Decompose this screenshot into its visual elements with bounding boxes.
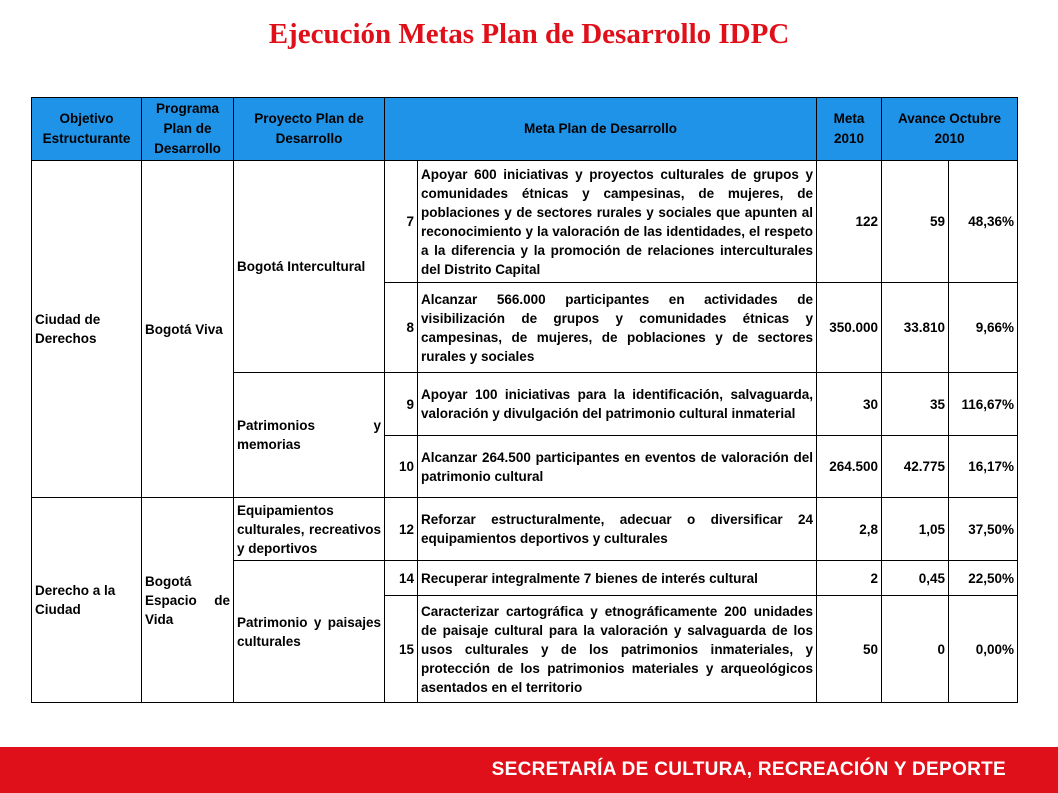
meta-number: 14 [385, 561, 418, 596]
programa-cell: Bogotá Espacio de Vida [142, 498, 234, 703]
avance-value: 59 [882, 161, 949, 283]
meta-number: 9 [385, 373, 418, 436]
header-proyecto: Proyecto Plan de Desarrollo [234, 98, 385, 161]
meta-description: Reforzar estructuralmente, adecuar o diversificar 24 equipamientos deportivos y culturales [418, 498, 817, 561]
header-programa: Programa Plan de Desarrollo [142, 98, 234, 161]
avance-percent: 48,36% [949, 161, 1018, 283]
table-row [32, 161, 1018, 283]
meta-description: Recuperar integralmente 7 bienes de interés cultural [418, 561, 817, 596]
table-row [32, 498, 1018, 561]
avance-percent: 37,50% [949, 498, 1018, 561]
meta-description: Apoyar 600 iniciativas y proyectos culturales de grupos y comunidades étnicas y campesinas, de mujeres, de poblaciones y de sectores rurales y sociales que apunten al reconocimiento y la valoración de las identidades, el respeto a la diferencia y la promoción de relaciones interculturales del Distrito Capital [418, 161, 817, 283]
meta-number: 10 [385, 436, 418, 498]
meta-description: Caracterizar cartográfica y etnográficamente 200 unidades de paisaje cultural para la valoración y salvaguarda de los usos culturales y de los patrimonios inmateriales, y protección de los patrimonios materiales y arqueológicos asentados en el territorio [418, 596, 817, 703]
meta-2010-value: 2,8 [817, 498, 882, 561]
avance-percent: 22,50% [949, 561, 1018, 596]
header-objetivo: Objetivo Estructurante [32, 98, 142, 161]
avance-percent: 116,67% [949, 373, 1018, 436]
meta-number: 7 [385, 161, 418, 283]
footer-bar [0, 747, 1058, 793]
meta-2010-value: 350.000 [817, 283, 882, 373]
meta-description: Apoyar 100 iniciativas para la identificación, salvaguarda, valoración y divulgación del patrimonio cultural inmaterial [418, 373, 817, 436]
header-row [32, 98, 1018, 161]
avance-percent: 16,17% [949, 436, 1018, 498]
meta-description: Alcanzar 566.000 participantes en actividades de visibilización de grupos y comunidades étnicas y campesinas, de mujeres, de poblaciones y de sectores rurales y sociales [418, 283, 817, 373]
avance-percent: 9,66% [949, 283, 1018, 373]
meta-2010-value: 50 [817, 596, 882, 703]
programa-cell: Bogotá Viva [142, 161, 234, 498]
header-meta-plan: Meta Plan de Desarrollo [385, 98, 817, 161]
goals-table [31, 97, 1018, 703]
meta-2010-value: 264.500 [817, 436, 882, 498]
meta-number: 12 [385, 498, 418, 561]
proyecto-cell: Patrimonio y paisajes culturales [234, 561, 385, 703]
objetivo-cell: Ciudad de Derechos [32, 161, 142, 498]
avance-value: 0 [882, 596, 949, 703]
avance-value: 33.810 [882, 283, 949, 373]
header-avance: Avance Octubre 2010 [882, 98, 1018, 161]
proyecto-cell: Patrimonios y memorias [234, 373, 385, 498]
proyecto-cell: Bogotá Intercultural [234, 161, 385, 373]
page-title: Ejecución Metas Plan de Desarrollo IDPC [268, 18, 790, 50]
proyecto-cell-label: Equipamientos culturales, recreativos y deportivos [237, 502, 381, 556]
meta-number: 15 [385, 596, 418, 703]
meta-number: 8 [385, 283, 418, 373]
header-meta-2010: Meta 2010 [817, 98, 882, 161]
objetivo-cell: Derecho a la Ciudad [32, 498, 142, 703]
avance-percent: 0,00% [949, 596, 1018, 703]
avance-value: 42.775 [882, 436, 949, 498]
meta-2010-value: 2 [817, 561, 882, 596]
avance-value: 0,45 [882, 561, 949, 596]
meta-2010-value: 30 [817, 373, 882, 436]
avance-value: 35 [882, 373, 949, 436]
meta-2010-value: 122 [817, 161, 882, 283]
avance-value: 1,05 [882, 498, 949, 561]
meta-description: Alcanzar 264.500 participantes en eventos de valoración del patrimonio cultural [418, 436, 817, 498]
proyecto-cell [234, 498, 385, 561]
footer-organization: SECRETARÍA DE CULTURA, RECREACIÓN Y DEPORTE [491, 759, 1006, 780]
